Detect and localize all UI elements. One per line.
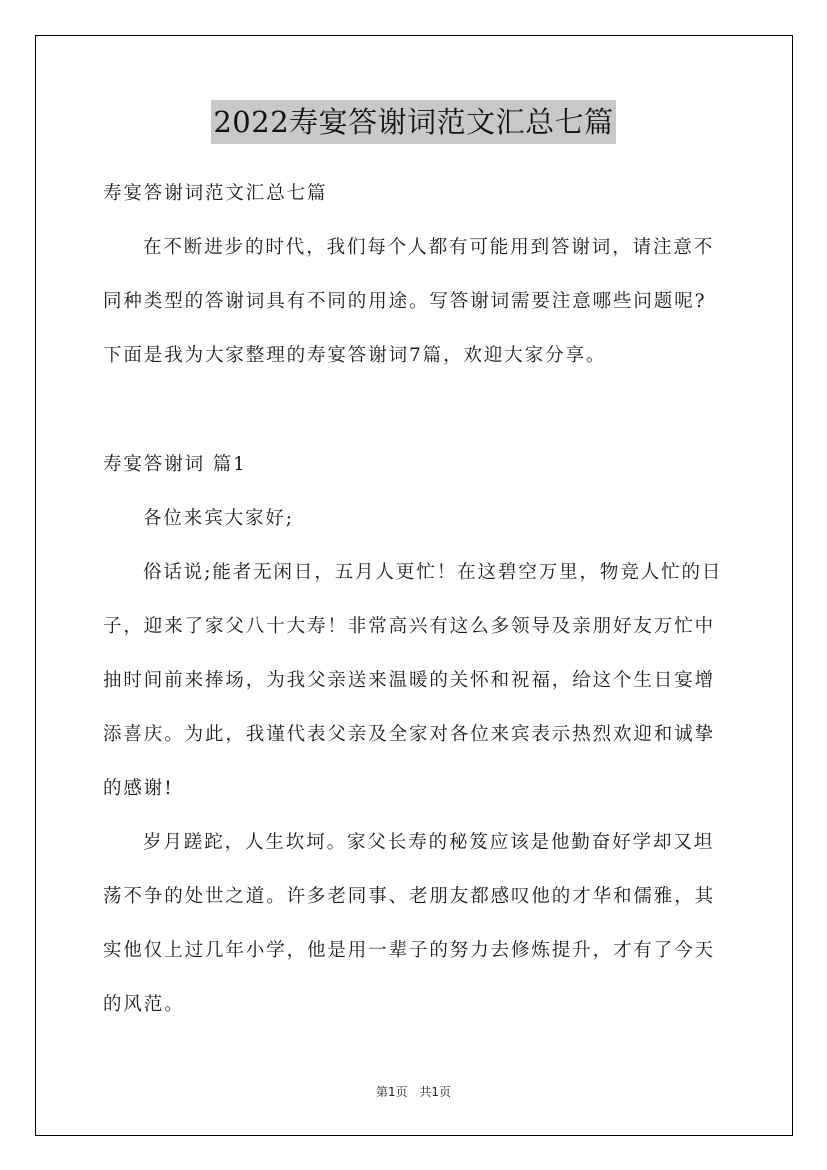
document-subtitle: 寿宴答谢词范文汇总七篇: [103, 183, 328, 204]
page-number: 第1页: [375, 1085, 408, 1099]
document-title: 2022寿宴答谢词范文汇总七篇: [211, 100, 615, 144]
paragraph-line: 子，迎来了家父八十大寿！非常高兴有这么多领导及亲朋好友万忙中: [103, 616, 716, 637]
paragraph-line: 实他仅上过几年小学，他是用一辈子的努力去修炼提升，才有了今天: [103, 940, 716, 961]
page-total: 共1页: [419, 1085, 452, 1099]
paragraph-line: 抽时间前来捧场，为我父亲送来温暖的关怀和祝福，给这个生日宴增: [103, 670, 716, 691]
paragraph-line: 俗话说;能者无闲日，五月人更忙！在这碧空万里，物竞人忙的日: [143, 562, 723, 583]
title-container: [0, 100, 827, 144]
paragraph-line: 岁月蹉跎，人生坎坷。家父长寿的秘笈应该是他勤奋好学却又坦: [143, 832, 715, 853]
greeting-line: 各位来宾大家好;: [143, 508, 294, 529]
paragraph-line: 的感谢!: [103, 778, 174, 799]
intro-line: 下面是我为大家整理的寿宴答谢词7篇，欢迎大家分享。: [103, 345, 607, 366]
paragraph-line: 添喜庆。为此，我谨代表父亲及全家对各位来宾表示热烈欢迎和诚挚: [103, 724, 716, 745]
intro-line: 同种类型的答谢词具有不同的用途。写答谢词需要注意哪些问题呢?: [103, 291, 707, 312]
intro-line: 在不断进步的时代，我们每个人都有可能用到答谢词，请注意不: [143, 237, 715, 258]
section-heading: 寿宴答谢词 篇1: [103, 454, 247, 475]
paragraph-line: 的风范。: [103, 994, 185, 1015]
paragraph-line: 荡不争的处世之道。许多老同事、老朋友都感叹他的才华和儒雅，其: [103, 886, 716, 907]
page-footer: [0, 1083, 827, 1100]
